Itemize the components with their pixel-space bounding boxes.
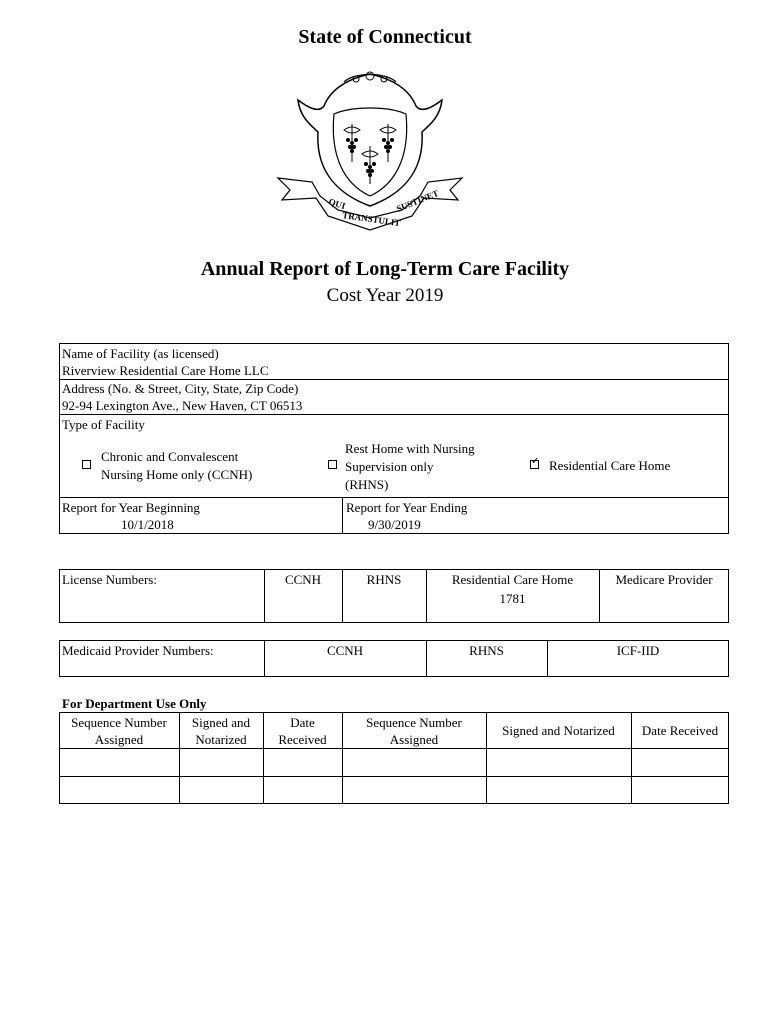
type-rhns-line1: Rest Home with Nursing — [345, 441, 475, 456]
license-rhns-header: RHNS — [366, 572, 402, 587]
dept-col-1-line2: Assigned — [94, 732, 144, 747]
cost-year: Cost Year 2019 — [326, 285, 444, 306]
year-end-value[interactable]: 9/30/2019 — [368, 517, 421, 532]
type-ccnh-line1: Chronic and Convalescent — [101, 449, 239, 464]
dept-col-sequence-number-2 — [342, 714, 486, 748]
type-ccnh-line2: Nursing Home only (CCNH) — [101, 467, 253, 482]
medicaid-numbers-label: Medicaid Provider Numbers: — [62, 643, 214, 658]
facility-type-label: Type of Facility — [62, 417, 145, 432]
facility-name-label: Name of Facility (as licensed) — [62, 346, 219, 361]
license-rch-header: Residential Care Home — [451, 572, 574, 587]
medicaid-ccnh-header: CCNH — [326, 643, 364, 658]
license-medicare-header: Medicare Provider — [615, 572, 713, 587]
report-title: Annual Report of Long-Term Care Facility — [200, 258, 570, 280]
year-end-label: Report for Year Ending — [346, 500, 468, 515]
dept-col-3-line2: Received — [278, 732, 327, 747]
address-value[interactable]: 92-94 Lexington Ave., New Haven, CT 06513 — [62, 398, 303, 413]
dept-col-date-received-2: Date Received — [641, 723, 719, 738]
year-begin-label: Report for Year Beginning — [62, 500, 200, 515]
checkbox-ccnh[interactable] — [82, 460, 91, 469]
dept-col-2-line2: Notarized — [195, 732, 247, 747]
dept-col-3-line1: Date — [290, 715, 315, 730]
medicaid-rhns-header: RHNS — [469, 643, 504, 658]
department-use-heading: For Department Use Only — [62, 696, 207, 711]
dept-col-4-line2: Assigned — [389, 732, 439, 747]
dept-col-signed-notarized-2: Signed and Notarized — [502, 723, 615, 738]
address-label: Address (No. & Street, City, State, Zip Code) — [62, 381, 299, 396]
state-seal-image — [272, 66, 468, 246]
license-numbers-label: License Numbers: — [62, 572, 157, 587]
license-ccnh-header: CCNH — [284, 572, 322, 587]
dept-col-4-line1: Sequence Number — [366, 715, 462, 730]
year-begin-value[interactable]: 10/1/2018 — [121, 517, 174, 532]
type-rch-label: Residential Care Home — [549, 458, 671, 473]
state-title: State of Connecticut — [298, 26, 472, 48]
seal-motto-qui: QUI — [327, 196, 347, 212]
license-rch-value[interactable]: 1781 — [499, 591, 526, 606]
checkbox-rhns[interactable] — [328, 460, 337, 469]
facility-name-value[interactable]: Riverview Residential Care Home LLC — [62, 363, 269, 378]
checkbox-residential-care-home[interactable] — [530, 460, 539, 469]
type-rhns-line3: (RHNS) — [345, 477, 389, 492]
seal-motto-transtulit: TRANSTULIT — [341, 210, 402, 229]
dept-col-2-line1: Signed and — [191, 715, 251, 730]
seal-motto-sustinet: SUSTINET — [395, 187, 441, 214]
type-rhns-line2: Supervision only — [345, 459, 434, 474]
dept-col-date-received-1 — [263, 714, 342, 748]
dept-col-sequence-number-1 — [59, 714, 179, 748]
medicaid-icf-header: ICF-IID — [616, 643, 660, 658]
dept-col-1-line1: Sequence Number — [71, 715, 167, 730]
dept-col-signed-notarized-1 — [179, 714, 263, 748]
